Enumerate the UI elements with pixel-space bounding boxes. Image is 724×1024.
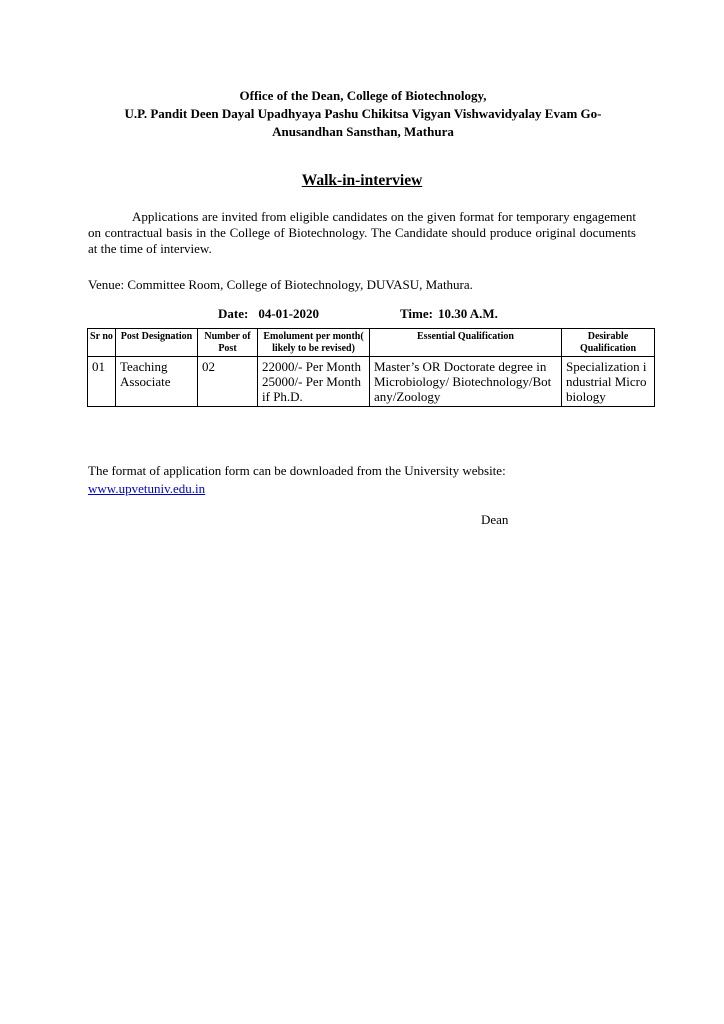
- emolument-line-2: 25000/- Per Month if Ph.D.: [262, 374, 361, 404]
- posts-table: [87, 328, 655, 407]
- header-post-designation: Post Designation: [116, 329, 198, 357]
- cell-post-designation: Teaching Associate: [116, 357, 198, 407]
- intro-paragraph: Applications are invited from eligible candidates on the given format for temporary engagement on contractual basis in the College of Biotechnology. The Candidate should produce original documents at the time of interview.: [88, 209, 636, 256]
- university-website-link[interactable]: www.upvetuniv.edu.in: [88, 481, 206, 496]
- download-note: [88, 462, 648, 498]
- interview-date: [218, 306, 319, 322]
- emolument-line-1: 22000/- Per Month: [262, 359, 361, 374]
- header-line-2: U.P. Pandit Deen Dayal Upadhyaya Pashu Chikitsa Vigyan Vishwavidyalay Evam Go-: [124, 106, 602, 121]
- cell-emolument: [258, 357, 370, 407]
- header-number-of-post: Number of Post: [198, 329, 258, 357]
- interview-time: [400, 306, 498, 322]
- signature-dean: Dean: [481, 512, 509, 527]
- cell-essential-qualification: Master’s OR Doctorate degree in Microbiology/ Biotechnology/Botany/Zoology: [370, 357, 562, 407]
- venue-text: Venue: Committee Room, College of Biotechnology, DUVASU, Mathura.: [88, 277, 473, 292]
- cell-sr-no: 01: [88, 357, 116, 407]
- header-essential-qualification: Essential Qualification: [370, 329, 562, 357]
- download-text: The format of application form can be downloaded from the University website:: [88, 463, 506, 478]
- cell-number-of-post: 02: [198, 357, 258, 407]
- page-title: Walk-in-interview: [301, 172, 423, 189]
- header-emolument: Emolument per month( likely to be revised): [258, 329, 370, 357]
- header-line-3: Anusandhan Sansthan, Mathura: [272, 124, 454, 139]
- time-label: Time:: [400, 306, 433, 321]
- table-header-row: [88, 329, 655, 357]
- header-line-1: Office of the Dean, College of Biotechnology,: [239, 88, 487, 103]
- time-value: 10.30 A.M.: [437, 306, 498, 321]
- table-row: [88, 357, 655, 407]
- header-sr-no: Sr no: [88, 329, 116, 357]
- date-value: 04-01-2020: [258, 306, 319, 321]
- cell-desirable-qualification: Specialization industrial Microbiology: [562, 357, 655, 407]
- office-header: [80, 87, 646, 141]
- date-label: Date:: [218, 306, 249, 321]
- header-desirable-qualification: Desirable Qualification: [562, 329, 655, 357]
